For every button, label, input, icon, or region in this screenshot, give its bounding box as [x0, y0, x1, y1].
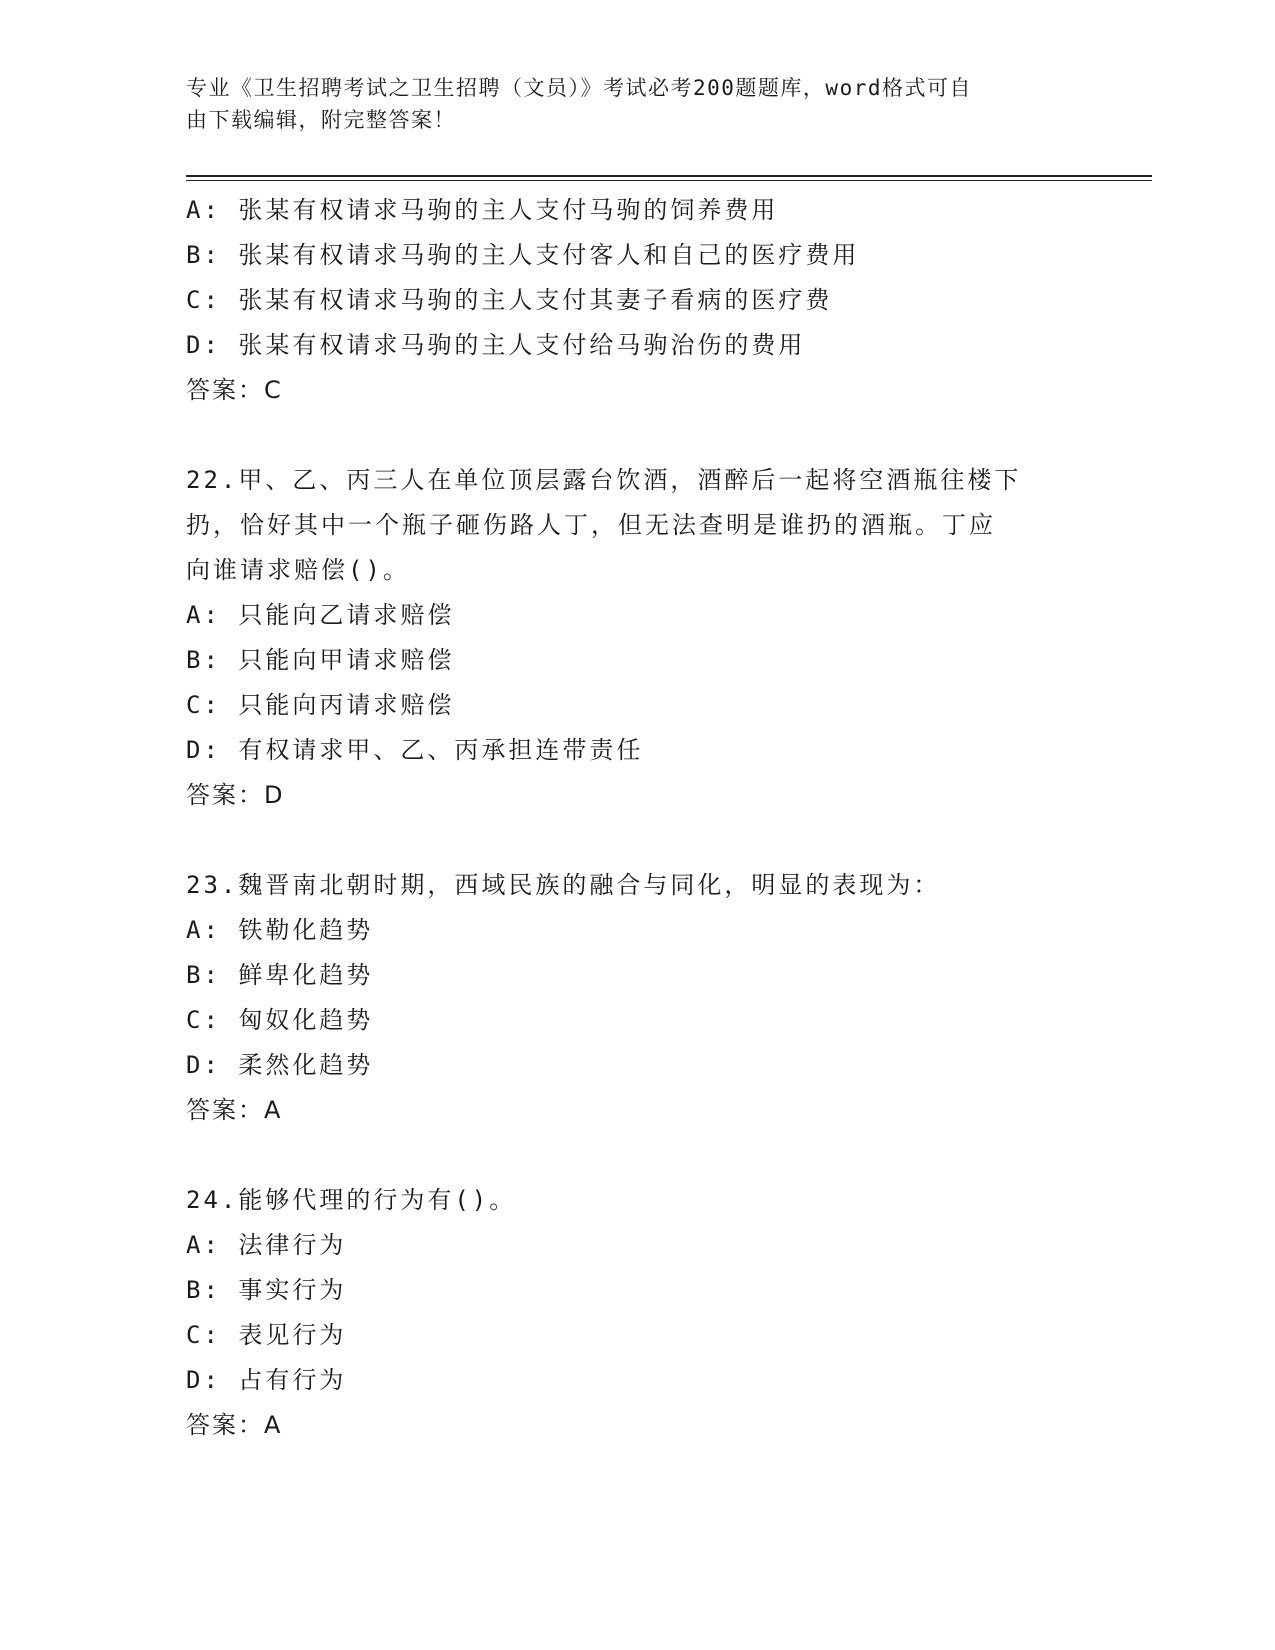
document-intro [186, 72, 1086, 136]
question-text: 扔，恰好其中一个瓶子砸伤路人丁，但无法查明是谁扔的酒瓶。丁应 [186, 511, 996, 539]
spacer [186, 818, 1086, 863]
question-24 [186, 1178, 1086, 1448]
option-a: A: 只能向乙请求赔偿 [186, 601, 455, 629]
option-c: C: 匈奴化趋势 [186, 1006, 374, 1034]
option-d: D: 占有行为 [186, 1366, 347, 1394]
question-text: 22.甲、乙、丙三人在单位顶层露台饮酒，酒醉后一起将空酒瓶往楼下 [186, 466, 1022, 494]
question-text: 24.能够代理的行为有()。 [186, 1186, 517, 1214]
option-a: A: 铁勒化趋势 [186, 916, 374, 944]
option-b: B: 张某有权请求马驹的主人支付客人和自己的医疗费用 [186, 241, 860, 269]
divider-thick [186, 175, 1152, 177]
question-content [186, 188, 1086, 1448]
answer: 答案：A [186, 1411, 283, 1439]
question-text: 向谁请求赔偿()。 [186, 556, 410, 584]
option-a: A: 张某有权请求马驹的主人支付马驹的饲养费用 [186, 196, 779, 224]
intro-line: 专业《卫生招聘考试之卫生招聘（文员）》考试必考200题题库，word格式可自 [186, 76, 972, 100]
question-text: 23.魏晋南北朝时期，西域民族的融合与同化，明显的表现为： [186, 871, 941, 899]
answer: 答案：C [186, 376, 283, 404]
option-a: A: 法律行为 [186, 1231, 347, 1259]
spacer [186, 1133, 1086, 1178]
option-c: C: 只能向丙请求赔偿 [186, 691, 455, 719]
divider-thin [186, 180, 1152, 181]
option-c: C: 表见行为 [186, 1321, 347, 1349]
option-d: D: 张某有权请求马驹的主人支付给马驹治伤的费用 [186, 331, 806, 359]
option-b: B: 鲜卑化趋势 [186, 961, 374, 989]
answer: 答案：D [186, 781, 285, 809]
spacer [186, 413, 1086, 458]
option-c: C: 张某有权请求马驹的主人支付其妻子看病的医疗费 [186, 286, 833, 314]
option-d: D: 有权请求甲、乙、丙承担连带责任 [186, 736, 644, 764]
option-b: B: 只能向甲请求赔偿 [186, 646, 455, 674]
question-23 [186, 863, 1086, 1133]
question-22 [186, 458, 1086, 818]
intro-line: 由下载编辑，附完整答案！ [186, 108, 456, 132]
option-b: B: 事实行为 [186, 1276, 347, 1304]
option-d: D: 柔然化趋势 [186, 1051, 374, 1079]
question-21-tail [186, 188, 1086, 413]
answer: 答案：A [186, 1096, 283, 1124]
